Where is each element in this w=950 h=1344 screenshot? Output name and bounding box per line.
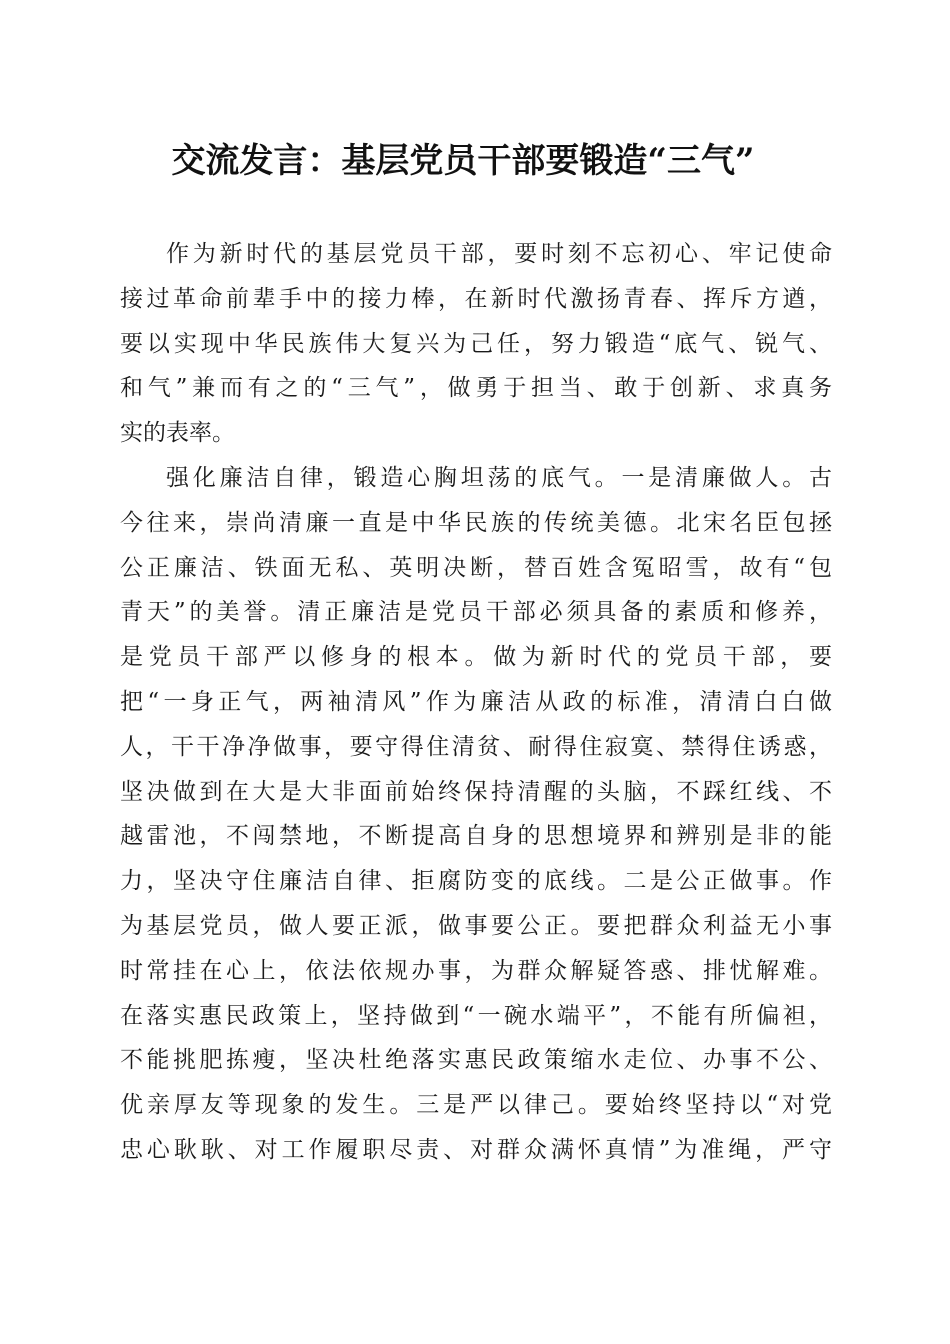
- paragraph-1-line: 要以实现中华民族伟大复兴为己任，努力锻造“底气、锐气、: [120, 330, 832, 357]
- paragraph-2-line: 青天”的美誉。清正廉洁是党员干部必须具备的素质和修养，: [120, 599, 832, 626]
- paragraph-2-line: 越雷池，不闯禁地，不断提高自身的思想境界和辨别是非的能: [120, 823, 832, 850]
- paragraph-2-line: 今往来，崇尚清廉一直是中华民族的传统美德。北宋名臣包拯: [120, 509, 832, 536]
- paragraph-2-line: 力，坚决守住廉洁自律、拒腐防变的底线。二是公正做事。作: [120, 868, 832, 895]
- paragraph-2-line: 坚决做到在大是大非面前始终保持清醒的头脑，不踩红线、不: [120, 778, 832, 805]
- paragraph-2-line: 在落实惠民政策上，坚持做到“一碗水端平”，不能有所偏袒，: [120, 1002, 832, 1029]
- paragraph-2-line: 忠心耿耿、对工作履职尽责、对群众满怀真情”为准绳，严守: [120, 1136, 832, 1163]
- paragraph-2-line: 人，干干净净做事，要守得住清贫、耐得住寂寞、禁得住诱惑，: [120, 733, 832, 760]
- paragraph-2-line: 优亲厚友等现象的发生。三是严以律己。要始终坚持以“对党: [120, 1092, 832, 1119]
- document-body: [120, 232, 832, 1173]
- paragraph-2-line: 为基层党员，做人要正派，做事要公正。要把群众利益无小事: [120, 912, 832, 939]
- paragraph-2-line: 时常挂在心上，依法依规办事，为群众解疑答惑、排忧解难。: [120, 957, 832, 984]
- paragraph-2-line: 公正廉洁、铁面无私、英明决断，替百姓含冤昭雪，故有“包: [120, 554, 832, 581]
- document-title: 交流发言：基层党员干部要锻造“三气”: [171, 141, 755, 181]
- paragraph-1-line: 实的表率。: [120, 420, 235, 447]
- paragraph-1-line: 接过革命前辈手中的接力棒，在新时代激扬青春、挥斥方遒，: [120, 285, 832, 312]
- paragraph-2-line: 强化廉洁自律，锻造心胸坦荡的底气。一是清廉做人。古: [166, 464, 832, 491]
- paragraph-2-line: 是党员干部严以修身的根本。做为新时代的党员干部，要: [120, 644, 832, 671]
- paragraph-2-line: 把“一身正气，两袖清风”作为廉洁从政的标准，清清白白做: [120, 688, 832, 715]
- paragraph-1-line: 作为新时代的基层党员干部，要时刻不忘初心、牢记使命: [166, 241, 832, 267]
- paragraph-2-line: 不能挑肥拣瘦，坚决杜绝落实惠民政策缩水走位、办事不公、: [120, 1047, 832, 1074]
- paragraph-1-line: 和气”兼而有之的“三气”，做勇于担当、敢于创新、求真务: [120, 375, 832, 402]
